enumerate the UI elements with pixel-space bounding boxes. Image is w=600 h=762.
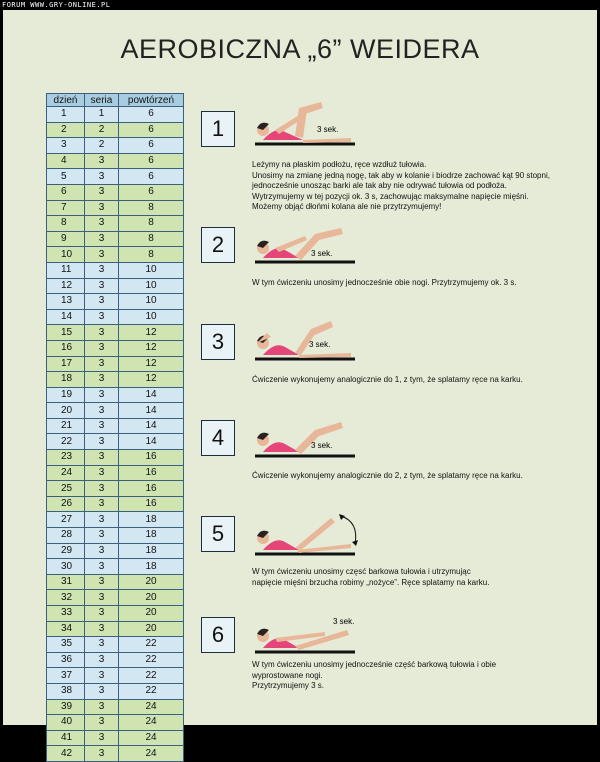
hold-time: 3 sek. xyxy=(311,441,333,450)
series-cell: 2 xyxy=(85,138,119,154)
day-cell: 41 xyxy=(47,730,85,746)
table-row xyxy=(47,512,184,528)
table-row xyxy=(47,637,184,653)
series-cell: 3 xyxy=(85,652,119,668)
reps-cell: 6 xyxy=(119,138,184,154)
reps-cell: 12 xyxy=(119,325,184,341)
table-row xyxy=(47,450,184,466)
reps-cell: 22 xyxy=(119,637,184,653)
table-row xyxy=(47,278,184,294)
day-cell: 24 xyxy=(47,465,85,481)
reps-cell: 6 xyxy=(119,184,184,200)
day-cell: 40 xyxy=(47,715,85,731)
exercise-description: W tym ćwiczeniu unosimy jednocześnie część barkową tułowia i obie wyprostowane nogi. Przytrzymujemy 3 s. xyxy=(252,660,497,691)
exercise-figure-2 xyxy=(255,220,365,266)
day-cell: 10 xyxy=(47,247,85,263)
day-cell: 23 xyxy=(47,450,85,466)
day-cell: 42 xyxy=(47,746,85,762)
day-cell: 19 xyxy=(47,387,85,403)
day-cell: 12 xyxy=(47,278,85,294)
reps-cell: 20 xyxy=(119,606,184,622)
site-header-text: FORUM WWW.GRY-ONLINE.PL xyxy=(2,1,111,9)
reps-cell: 18 xyxy=(119,543,184,559)
reps-cell: 6 xyxy=(119,122,184,138)
series-cell: 3 xyxy=(85,715,119,731)
series-cell: 3 xyxy=(85,184,119,200)
series-cell: 3 xyxy=(85,262,119,278)
reps-cell: 6 xyxy=(119,107,184,123)
reps-cell: 22 xyxy=(119,652,184,668)
hold-time: 3 sek. xyxy=(309,340,331,349)
table-row xyxy=(47,184,184,200)
table-row xyxy=(47,606,184,622)
table-row xyxy=(47,403,184,419)
series-cell: 3 xyxy=(85,403,119,419)
exercise-figure-3 xyxy=(255,313,365,363)
table-row xyxy=(47,465,184,481)
table-row xyxy=(47,387,184,403)
reps-cell: 24 xyxy=(119,715,184,731)
exercise-description: W tym ćwiczeniu unosimy jednocześnie obie nogi. Przytrzymujemy ok. 3 s. xyxy=(252,278,517,287)
day-cell: 36 xyxy=(47,652,85,668)
table-row xyxy=(47,200,184,216)
table-row xyxy=(47,309,184,325)
day-cell: 35 xyxy=(47,637,85,653)
series-cell: 3 xyxy=(85,512,119,528)
reps-cell: 22 xyxy=(119,668,184,684)
series-cell: 3 xyxy=(85,356,119,372)
reps-cell: 20 xyxy=(119,621,184,637)
series-cell: 3 xyxy=(85,496,119,512)
table-row xyxy=(47,730,184,746)
reps-cell: 10 xyxy=(119,262,184,278)
day-cell: 6 xyxy=(47,184,85,200)
series-cell: 3 xyxy=(85,590,119,606)
day-cell: 15 xyxy=(47,325,85,341)
day-cell: 34 xyxy=(47,621,85,637)
table-row xyxy=(47,668,184,684)
exercise-number: 6 xyxy=(201,617,235,653)
series-cell: 3 xyxy=(85,169,119,185)
reps-cell: 14 xyxy=(119,403,184,419)
table-row xyxy=(47,216,184,232)
day-cell: 11 xyxy=(47,262,85,278)
reps-cell: 8 xyxy=(119,200,184,216)
series-cell: 3 xyxy=(85,153,119,169)
exercise-number: 1 xyxy=(201,111,235,147)
exercise-number: 3 xyxy=(201,324,235,360)
reps-cell: 6 xyxy=(119,153,184,169)
reps-cell: 24 xyxy=(119,699,184,715)
table-row xyxy=(47,262,184,278)
day-cell: 31 xyxy=(47,574,85,590)
series-cell: 3 xyxy=(85,200,119,216)
exercise-figure-6 xyxy=(255,608,365,656)
day-cell: 8 xyxy=(47,216,85,232)
reps-cell: 12 xyxy=(119,356,184,372)
series-cell: 3 xyxy=(85,231,119,247)
series-cell: 3 xyxy=(85,683,119,699)
table-row xyxy=(47,325,184,341)
series-cell: 1 xyxy=(85,107,119,123)
day-cell: 4 xyxy=(47,153,85,169)
day-cell: 3 xyxy=(47,138,85,154)
table-row xyxy=(47,652,184,668)
header-reps: powtórzeń xyxy=(119,94,184,107)
day-cell: 22 xyxy=(47,434,85,450)
reps-cell: 14 xyxy=(119,418,184,434)
series-cell: 3 xyxy=(85,372,119,388)
series-cell: 3 xyxy=(85,247,119,263)
series-cell: 3 xyxy=(85,450,119,466)
series-cell: 3 xyxy=(85,481,119,497)
day-cell: 2 xyxy=(47,122,85,138)
day-cell: 13 xyxy=(47,294,85,310)
hold-time: 3 sek. xyxy=(317,125,339,134)
series-cell: 3 xyxy=(85,465,119,481)
series-cell: 3 xyxy=(85,606,119,622)
day-cell: 21 xyxy=(47,418,85,434)
reps-cell: 10 xyxy=(119,278,184,294)
series-cell: 3 xyxy=(85,278,119,294)
reps-cell: 16 xyxy=(119,465,184,481)
day-cell: 17 xyxy=(47,356,85,372)
hold-time: 3 sek. xyxy=(311,249,333,258)
reps-cell: 8 xyxy=(119,216,184,232)
series-cell: 3 xyxy=(85,730,119,746)
series-cell: 3 xyxy=(85,746,119,762)
table-row xyxy=(47,340,184,356)
series-cell: 3 xyxy=(85,543,119,559)
day-cell: 25 xyxy=(47,481,85,497)
day-cell: 9 xyxy=(47,231,85,247)
exercise-figure-5 xyxy=(255,506,370,558)
table-row xyxy=(47,247,184,263)
page-title: AEROBICZNA „6” WEIDERA xyxy=(120,34,480,64)
exercise-description: Ćwiczenie wykonujemy analogicznie do 1, z tym, że splatamy ręce na karku. xyxy=(252,375,523,384)
table-row xyxy=(47,356,184,372)
series-cell: 3 xyxy=(85,668,119,684)
series-cell: 3 xyxy=(85,216,119,232)
series-cell: 3 xyxy=(85,637,119,653)
exercise-description: W tym ćwiczeniu unosimy częsć barkowa tułowia i utrzymując napięcie mięśni brzucha robimy „nożyce”. Ręce splatamy na karku. xyxy=(252,567,490,587)
exercise-description: Ćwiczenie wykonujemy analogicznie do 2, z tym, że splatamy ręce na karku. xyxy=(252,471,523,480)
table-row xyxy=(47,434,184,450)
reps-cell: 8 xyxy=(119,247,184,263)
reps-cell: 8 xyxy=(119,231,184,247)
series-cell: 3 xyxy=(85,434,119,450)
reps-cell: 16 xyxy=(119,450,184,466)
site-header-bar xyxy=(0,0,600,10)
schedule-table-body xyxy=(47,107,184,762)
exercise-number: 5 xyxy=(201,516,235,552)
day-cell: 18 xyxy=(47,372,85,388)
day-cell: 27 xyxy=(47,512,85,528)
exercise-figure-1 xyxy=(255,96,365,148)
reps-cell: 12 xyxy=(119,340,184,356)
series-cell: 3 xyxy=(85,325,119,341)
infographic-panel xyxy=(3,10,597,759)
reps-cell: 18 xyxy=(119,559,184,575)
table-row xyxy=(47,153,184,169)
day-cell: 5 xyxy=(47,169,85,185)
reps-cell: 18 xyxy=(119,512,184,528)
table-row xyxy=(47,496,184,512)
series-cell: 3 xyxy=(85,294,119,310)
table-row xyxy=(47,169,184,185)
table-row xyxy=(47,699,184,715)
reps-cell: 12 xyxy=(119,372,184,388)
exercise-number: 2 xyxy=(201,227,235,263)
reps-cell: 16 xyxy=(119,496,184,512)
table-row xyxy=(47,138,184,154)
reps-cell: 10 xyxy=(119,309,184,325)
day-cell: 14 xyxy=(47,309,85,325)
exercise-figure-4 xyxy=(255,412,365,460)
reps-cell: 14 xyxy=(119,434,184,450)
series-cell: 3 xyxy=(85,387,119,403)
series-cell: 3 xyxy=(85,309,119,325)
table-row xyxy=(47,543,184,559)
schedule-table xyxy=(46,93,184,762)
table-row xyxy=(47,481,184,497)
exercise-number: 4 xyxy=(201,420,235,456)
table-row xyxy=(47,590,184,606)
day-cell: 28 xyxy=(47,528,85,544)
table-row xyxy=(47,746,184,762)
reps-cell: 20 xyxy=(119,590,184,606)
day-cell: 37 xyxy=(47,668,85,684)
series-cell: 3 xyxy=(85,574,119,590)
table-row xyxy=(47,122,184,138)
day-cell: 26 xyxy=(47,496,85,512)
series-cell: 2 xyxy=(85,122,119,138)
table-row xyxy=(47,231,184,247)
reps-cell: 10 xyxy=(119,294,184,310)
reps-cell: 16 xyxy=(119,481,184,497)
table-row xyxy=(47,372,184,388)
day-cell: 33 xyxy=(47,606,85,622)
reps-cell: 6 xyxy=(119,169,184,185)
day-cell: 32 xyxy=(47,590,85,606)
table-row xyxy=(47,683,184,699)
table-row xyxy=(47,528,184,544)
reps-cell: 24 xyxy=(119,746,184,762)
reps-cell: 22 xyxy=(119,683,184,699)
series-cell: 3 xyxy=(85,418,119,434)
day-cell: 7 xyxy=(47,200,85,216)
table-row xyxy=(47,621,184,637)
table-row xyxy=(47,559,184,575)
header-day: dzień xyxy=(47,94,85,107)
series-cell: 3 xyxy=(85,699,119,715)
reps-cell: 20 xyxy=(119,574,184,590)
day-cell: 38 xyxy=(47,683,85,699)
day-cell: 30 xyxy=(47,559,85,575)
reps-cell: 14 xyxy=(119,387,184,403)
day-cell: 39 xyxy=(47,699,85,715)
table-row xyxy=(47,418,184,434)
series-cell: 3 xyxy=(85,559,119,575)
series-cell: 3 xyxy=(85,528,119,544)
table-row xyxy=(47,294,184,310)
day-cell: 20 xyxy=(47,403,85,419)
reps-cell: 18 xyxy=(119,528,184,544)
table-header-row xyxy=(47,94,184,107)
day-cell: 1 xyxy=(47,107,85,123)
series-cell: 3 xyxy=(85,621,119,637)
day-cell: 16 xyxy=(47,340,85,356)
table-row xyxy=(47,574,184,590)
hold-time: 3 sek. xyxy=(333,617,355,626)
header-series: seria xyxy=(85,94,119,107)
series-cell: 3 xyxy=(85,340,119,356)
table-row xyxy=(47,107,184,123)
reps-cell: 24 xyxy=(119,730,184,746)
day-cell: 29 xyxy=(47,543,85,559)
exercise-description: Leżymy na płaskim podłożu, ręce wzdłuż tułowia. Unosimy na zmianę jedną nogę, tak aby w kolanie i biodrze zachować kąt 90 stopni, jednocześnie unosząc barki ale tak aby nie odrywać tułowia od podłoża. Wytrzymujemy w tej pozycji ok. 3 s, zachowując maksymalne napięcie mięśni. Możemy objąć dłońmi kolana ale nie przytrzymujemy! xyxy=(252,160,550,212)
